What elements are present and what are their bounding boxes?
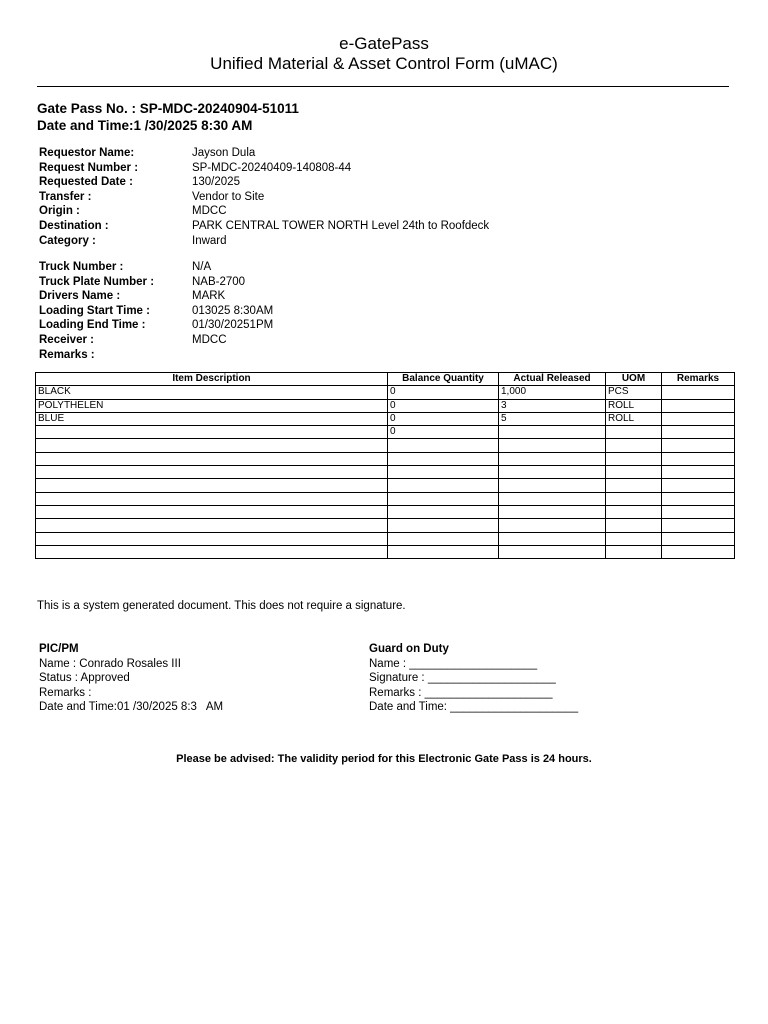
item-description-cell <box>36 505 388 518</box>
remarks-cell <box>662 479 735 492</box>
actual-released-cell <box>499 479 606 492</box>
header-balance-quantity: Balance Quantity <box>388 373 499 386</box>
validity-advisory: Please be advised: The validity period for this Electronic Gate Pass is 24 hours. <box>176 753 592 765</box>
remarks-cell <box>662 466 735 479</box>
request-field-label: Destination : <box>39 220 109 232</box>
actual-released-cell <box>499 452 606 465</box>
uom-cell <box>606 466 662 479</box>
actual-released-cell: 1,000 <box>499 386 606 399</box>
header-item-description: Item Description <box>36 373 388 386</box>
actual-released-cell <box>499 532 606 545</box>
request-field-value: PARK CENTRAL TOWER NORTH Level 24th to Roofdeck <box>192 220 490 232</box>
uom-cell <box>606 426 662 439</box>
item-description-cell: BLUE <box>36 412 388 425</box>
pic-pm-name: Name : Conrado Rosales III <box>39 657 181 670</box>
request-field-value: SP-MDC-20240409-140808-44 <box>192 161 352 174</box>
remarks-cell <box>662 492 735 505</box>
balance-quantity-cell: 0 <box>388 426 499 439</box>
item-description-cell <box>36 492 388 505</box>
remarks-cell <box>662 426 735 439</box>
remarks-cell <box>662 452 735 465</box>
actual-released-cell <box>499 426 606 439</box>
header-remarks: Remarks <box>662 373 735 386</box>
truck-field-label: Loading End Time : <box>39 319 146 332</box>
gate-pass-number: Gate Pass No. : SP-MDC-20240904-51011 <box>37 101 299 116</box>
truck-field-value: N/A <box>192 261 212 273</box>
table-row <box>36 452 735 465</box>
remarks-cell <box>662 386 735 399</box>
actual-released-cell <box>499 466 606 479</box>
pic-pm-datetime: Date and Time:01 /30/2025 8:3 AM <box>39 701 224 714</box>
guard-remarks: Remarks : ____________________ <box>369 686 553 699</box>
balance-quantity-cell: 0 <box>388 386 499 399</box>
actual-released-cell: 5 <box>499 412 606 425</box>
table-row <box>36 386 735 399</box>
uom-cell <box>606 452 662 465</box>
request-field-label: Category : <box>39 234 96 247</box>
item-description-cell <box>36 426 388 439</box>
actual-released-cell <box>499 519 606 532</box>
actual-released-cell <box>499 545 606 558</box>
header-uom: UOM <box>606 373 662 386</box>
actual-released-cell <box>499 505 606 518</box>
header-actual-released: Actual Released <box>499 373 606 386</box>
remarks-cell <box>662 412 735 425</box>
items-table <box>35 372 735 559</box>
table-row <box>36 479 735 492</box>
balance-quantity-cell <box>388 505 499 518</box>
item-description-cell <box>36 466 388 479</box>
table-row <box>36 426 735 439</box>
table-row <box>36 519 735 532</box>
guard-block <box>369 642 578 715</box>
balance-quantity-cell <box>388 439 499 452</box>
balance-quantity-cell <box>388 452 499 465</box>
gate-pass-datetime: Date and Time:1 /30/2025 8:30 AM <box>37 118 253 133</box>
remarks-cell <box>662 545 735 558</box>
uom-cell <box>606 519 662 532</box>
item-description-cell: POLYTHELEN <box>36 399 388 412</box>
guard-name: Name : ____________________ <box>369 657 538 670</box>
balance-quantity-cell <box>388 492 499 505</box>
guard-signature: Signature : ____________________ <box>369 672 556 685</box>
truck-field-value: MDCC <box>192 334 227 346</box>
uom-cell <box>606 505 662 518</box>
uom-cell <box>606 545 662 558</box>
balance-quantity-cell <box>388 545 499 558</box>
uom-cell <box>606 479 662 492</box>
request-field-value: MDCC <box>192 205 227 218</box>
table-row <box>36 532 735 545</box>
request-field-label: Transfer : <box>39 190 92 203</box>
remarks-cell <box>662 532 735 545</box>
pic-pm-remarks: Remarks : <box>39 686 92 699</box>
actual-released-cell: 3 <box>499 399 606 412</box>
request-field-value: Inward <box>192 234 227 247</box>
uom-cell <box>606 439 662 452</box>
item-description-cell <box>36 452 388 465</box>
truck-field-label: Truck Number : <box>39 261 124 273</box>
item-description-cell <box>36 479 388 492</box>
table-row <box>36 545 735 558</box>
balance-quantity-cell <box>388 466 499 479</box>
guard-heading: Guard on Duty <box>369 643 449 655</box>
truck-field-value: 01/30/20251PM <box>192 319 274 332</box>
table-row <box>36 399 735 412</box>
truck-field-label: Receiver : <box>39 334 94 346</box>
truck-field-label: Remarks : <box>39 348 95 361</box>
item-description-cell: BLACK <box>36 386 388 399</box>
remarks-cell <box>662 505 735 518</box>
balance-quantity-cell: 0 <box>388 412 499 425</box>
request-field-value: 130/2025 <box>192 176 240 189</box>
table-row <box>36 492 735 505</box>
request-field-label: Origin : <box>39 205 80 218</box>
balance-quantity-cell: 0 <box>388 399 499 412</box>
table-row <box>36 505 735 518</box>
truck-field-label: Truck Plate Number : <box>39 275 155 288</box>
item-description-cell <box>36 519 388 532</box>
request-field-value: Vendor to Site <box>192 190 265 203</box>
remarks-cell <box>662 439 735 452</box>
pic-pm-block <box>39 642 223 715</box>
header-divider <box>37 86 729 87</box>
pic-pm-status: Status : Approved <box>39 672 130 685</box>
guard-datetime: Date and Time: ____________________ <box>369 701 579 714</box>
table-row <box>36 466 735 479</box>
request-field-label: Requested Date : <box>39 176 133 189</box>
truck-field-label: Drivers Name : <box>39 290 121 303</box>
actual-released-cell <box>499 439 606 452</box>
truck-field-value: NAB-2700 <box>192 275 246 288</box>
item-description-cell <box>36 532 388 545</box>
table-row <box>36 439 735 452</box>
uom-cell: ROLL <box>606 399 662 412</box>
request-field-value: Jayson Dula <box>192 147 256 159</box>
request-field-label: Request Number : <box>39 161 139 174</box>
balance-quantity-cell <box>388 479 499 492</box>
system-note: This is a system generated document. This does not require a signature. <box>37 600 406 612</box>
uom-cell: ROLL <box>606 412 662 425</box>
items-table-header-row <box>36 373 735 386</box>
uom-cell <box>606 532 662 545</box>
form-title: e-GatePass <box>339 34 429 53</box>
remarks-cell <box>662 519 735 532</box>
request-field-label: Requestor Name: <box>39 147 135 159</box>
remarks-cell <box>662 399 735 412</box>
truck-field-value: MARK <box>192 290 226 303</box>
table-row <box>36 412 735 425</box>
truck-field-label: Loading Start Time : <box>39 304 150 317</box>
form-subtitle: Unified Material & Asset Control Form (uMAC) <box>210 54 558 73</box>
pic-pm-heading: PIC/PM <box>39 643 79 655</box>
actual-released-cell <box>499 492 606 505</box>
item-description-cell <box>36 545 388 558</box>
item-description-cell <box>36 439 388 452</box>
uom-cell <box>606 492 662 505</box>
truck-field-value: 013025 8:30AM <box>192 304 274 317</box>
balance-quantity-cell <box>388 532 499 545</box>
uom-cell: PCS <box>606 386 662 399</box>
balance-quantity-cell <box>388 519 499 532</box>
